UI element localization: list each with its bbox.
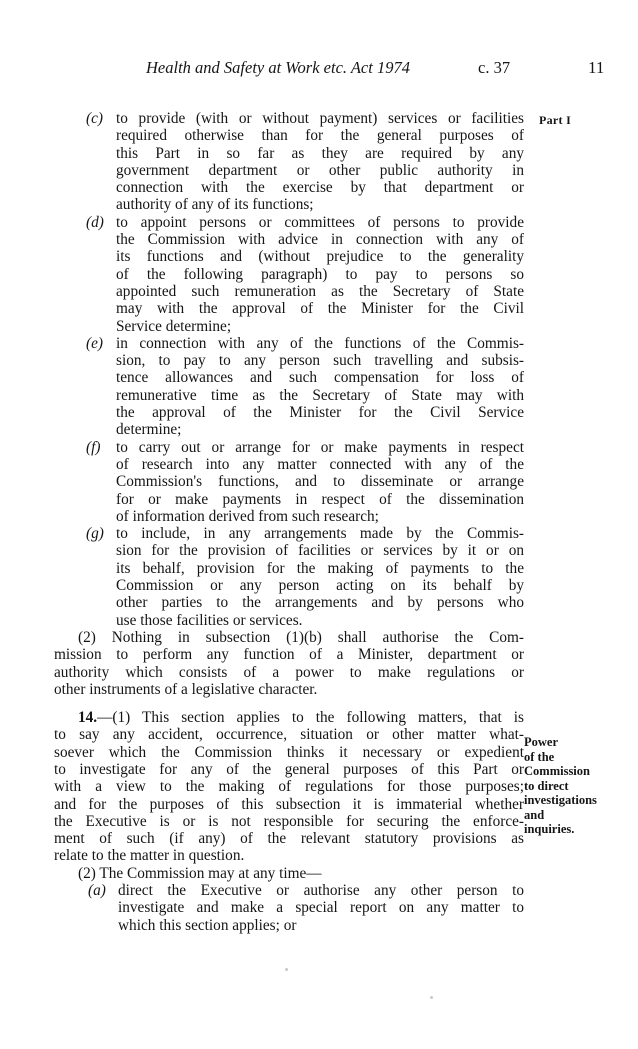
item-line: connection with the exercise by that department or (116, 179, 524, 197)
item-line: of research into any matter connected with any of the (116, 455, 524, 473)
item-line: of information derived from such research; (116, 507, 379, 525)
paragraph-item (54, 214, 524, 335)
item-line: tence allowances and such compensation for loss of (116, 369, 524, 387)
item-line: in connection with any of the functions of the Commis- (116, 334, 524, 352)
subsection-line: other instruments of a legislative character. (54, 680, 318, 698)
body-text (54, 110, 524, 934)
subsection-2-section-13 (54, 629, 524, 698)
item-line: remunerative time as the Secretary of State may with (116, 386, 524, 404)
item-line: to carry out or arrange for or make payments in respect (116, 438, 524, 456)
item-line: the Commission with advice in connection with any of (116, 231, 524, 249)
subsection-items (54, 110, 524, 629)
paragraph-item (54, 525, 524, 629)
item-line: determine; (116, 421, 182, 439)
item-line: to provide (with or without payment) services or facilities (116, 110, 524, 127)
item-label: (g) (86, 525, 104, 543)
item-line: government department or other public authority in (116, 161, 524, 179)
section-line: the Executive is or is not responsible for securing the enforce- (54, 812, 524, 830)
section-number: 14. (78, 709, 98, 727)
subsection-2-lead-text: (2) The Commission may at any time— (78, 864, 322, 882)
item-label: (d) (86, 213, 104, 231)
item-line: its behalf, provision for the making of payments to the (116, 559, 524, 577)
section-line: to investigate for any of the general purposes of this Part or (54, 760, 524, 778)
item-line: use those facilities or services. (116, 611, 303, 629)
section-line: relate to the matter in question. (54, 847, 245, 865)
sidenote-line: Power (524, 735, 559, 749)
item-line: direct the Executive or authorise any other person to (118, 882, 524, 900)
sidenote-line: investigations (524, 793, 597, 807)
sidenote-line: Commission (524, 764, 590, 778)
item-line: which this section applies; or (118, 916, 297, 934)
item-line: Service determine; (116, 317, 232, 335)
page-number: 11 (588, 58, 605, 77)
item-label: (f) (86, 438, 101, 456)
subsection-line: mission to perform any function of a Minister, department or (54, 646, 524, 664)
section-14-first-line (54, 709, 524, 726)
subsection-2-lead (54, 865, 524, 882)
subsection-line: (2) Nothing in subsection (1)(b) shall authorise the Com- (78, 628, 524, 646)
section-line: soever which the Commission thinks it necessary or expedient (54, 743, 524, 761)
item-line: Commission's functions, and to disseminate or arrange (116, 473, 524, 491)
speck (430, 996, 433, 999)
section-14 (54, 709, 524, 865)
sidenote-line: inquiries. (524, 822, 575, 836)
running-header (0, 58, 638, 82)
act-title: Health and Safety at Work etc. Act 1974 (146, 58, 410, 77)
item-line: sion for the provision of facilities or services by it or on (116, 542, 524, 560)
item-line: of the following paragraph) to pay to persons so (116, 265, 524, 283)
section-line: ment of such (if any) of the relevant statutory provisions as (54, 830, 524, 848)
item-line: its functions and (without prejudice to the generality (116, 248, 524, 266)
item-label: (c) (86, 110, 103, 127)
item-label: (e) (86, 334, 103, 352)
paragraph-item (54, 110, 524, 214)
item-line: this Part in so far as they are required by any (116, 144, 524, 162)
item-line: required otherwise than for the general purposes of (116, 127, 524, 145)
sidenote-line: to direct (524, 778, 569, 793)
section-line: and for the purposes of this subsection it is immaterial whether (54, 795, 524, 813)
paragraph-item (54, 335, 524, 439)
item-line: sion, to pay to any person such travelling and subsis- (116, 352, 524, 370)
item-label: (a) (88, 882, 106, 900)
sidenote-line: of the (524, 749, 555, 764)
sidenote-line: and (524, 807, 545, 822)
part-marginal-note: Part I (539, 113, 572, 127)
subsection-line: authority which consists of a power to make regulations or (54, 663, 524, 681)
section-line: to say any accident, occurrence, situation or other matter what- (54, 726, 524, 744)
item-line: may with the approval of the Minister for the Civil (116, 300, 524, 318)
section-14-first-line-text: —(1) This section applies to the following matters, that is (97, 709, 524, 727)
speck (285, 968, 288, 971)
item-line: to appoint persons or committees of persons to provide (116, 213, 524, 231)
item-line: the approval of the Minister for the Civil Service (116, 404, 524, 422)
chapter-number: c. 37 (478, 58, 511, 77)
item-line: other parties to the arrangements and by persons who (116, 594, 524, 612)
paragraph-item (54, 439, 524, 525)
section-line: with a view to the making of regulations for those purposes; (54, 778, 524, 796)
side-note-power-of-commission (524, 735, 634, 837)
paragraph-a (54, 882, 524, 934)
item-line: authority of any of its functions; (116, 196, 314, 214)
item-line: Commission or any person acting on its behalf by (116, 577, 524, 595)
item-line: for or make payments in respect of the dissemination (116, 490, 524, 508)
item-line: to include, in any arrangements made by the Commis- (116, 525, 524, 543)
item-line: investigate and make a special report on any matter to (118, 899, 524, 917)
item-line: appointed such remuneration as the Secretary of State (116, 282, 524, 300)
